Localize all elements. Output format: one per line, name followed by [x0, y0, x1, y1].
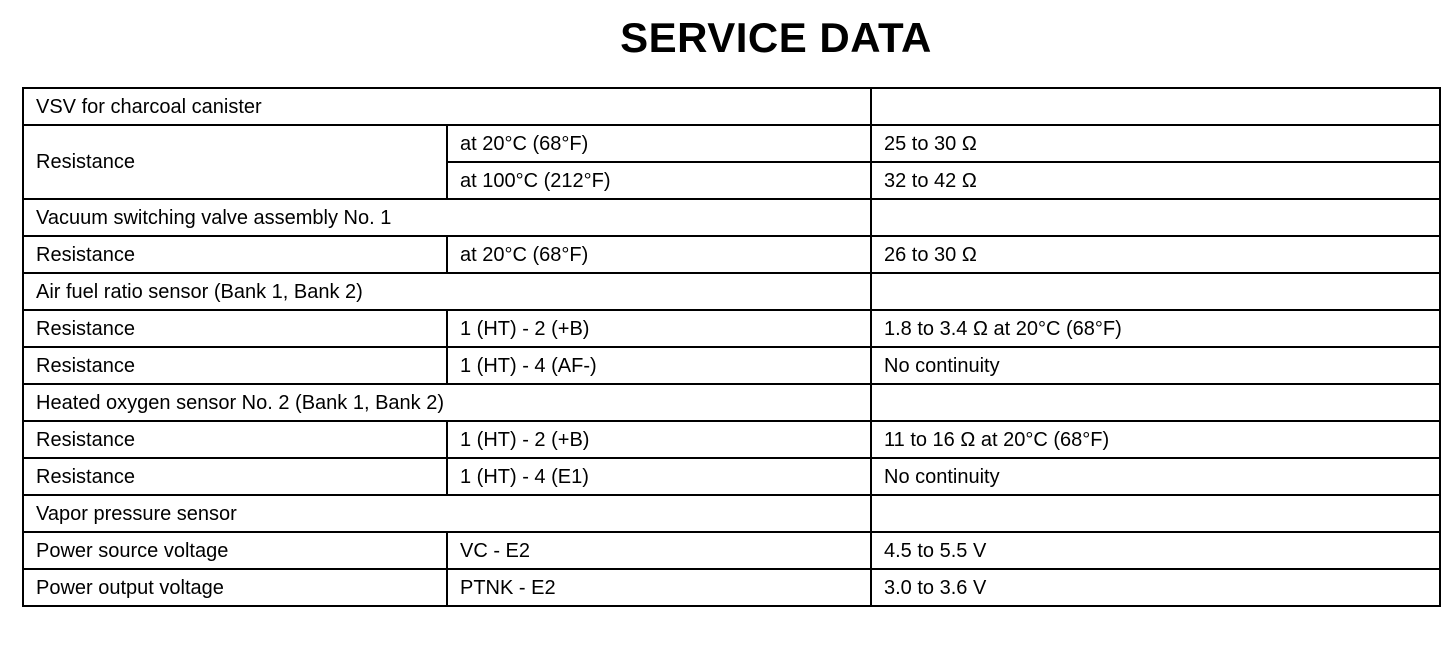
section-header-row [23, 273, 1440, 310]
table-row [23, 421, 1440, 458]
section-name: VSV for charcoal canister [23, 88, 871, 125]
section-header-blank [871, 199, 1440, 236]
row-condition: at 100°C (212°F) [447, 162, 871, 199]
row-spec: 26 to 30 Ω [871, 236, 1440, 273]
section-header-blank [871, 273, 1440, 310]
section-name: Air fuel ratio sensor (Bank 1, Bank 2) [23, 273, 871, 310]
table-row [23, 458, 1440, 495]
row-label: Resistance [23, 458, 447, 495]
row-label: Resistance [23, 347, 447, 384]
row-label: Power source voltage [23, 532, 447, 569]
section-name: Vacuum switching valve assembly No. 1 [23, 199, 871, 236]
row-label: Power output voltage [23, 569, 447, 606]
section-header-blank [871, 88, 1440, 125]
table-row [23, 569, 1440, 606]
table-row [23, 532, 1440, 569]
row-label: Resistance [23, 421, 447, 458]
section-header-blank [871, 384, 1440, 421]
row-condition: 1 (HT) - 4 (AF-) [447, 347, 871, 384]
section-header-row [23, 88, 1440, 125]
row-condition: 1 (HT) - 4 (E1) [447, 458, 871, 495]
row-condition: 1 (HT) - 2 (+B) [447, 310, 871, 347]
section-header-row [23, 495, 1440, 532]
row-label: Resistance [23, 310, 447, 347]
table-row [23, 310, 1440, 347]
row-spec: 3.0 to 3.6 V [871, 569, 1440, 606]
row-condition: VC - E2 [447, 532, 871, 569]
row-label: Resistance [23, 236, 447, 273]
page-title: SERVICE DATA [620, 14, 932, 61]
section-name: Vapor pressure sensor [23, 495, 871, 532]
section-name: Heated oxygen sensor No. 2 (Bank 1, Bank 2) [23, 384, 871, 421]
row-spec: 32 to 42 Ω [871, 162, 1440, 199]
row-condition: at 20°C (68°F) [447, 236, 871, 273]
row-spec: 1.8 to 3.4 Ω at 20°C (68°F) [871, 310, 1440, 347]
row-spec: No continuity [871, 347, 1440, 384]
row-label: Resistance [23, 125, 447, 199]
row-condition: at 20°C (68°F) [447, 125, 871, 162]
section-header-row [23, 384, 1440, 421]
service-data-table [22, 87, 1441, 607]
table-row [23, 236, 1440, 273]
table-row [23, 347, 1440, 384]
row-condition: PTNK - E2 [447, 569, 871, 606]
table-row [23, 125, 1440, 162]
row-spec: 4.5 to 5.5 V [871, 532, 1440, 569]
row-condition: 1 (HT) - 2 (+B) [447, 421, 871, 458]
row-spec: 11 to 16 Ω at 20°C (68°F) [871, 421, 1440, 458]
section-header-row [23, 199, 1440, 236]
row-spec: No continuity [871, 458, 1440, 495]
row-spec: 25 to 30 Ω [871, 125, 1440, 162]
section-header-blank [871, 495, 1440, 532]
